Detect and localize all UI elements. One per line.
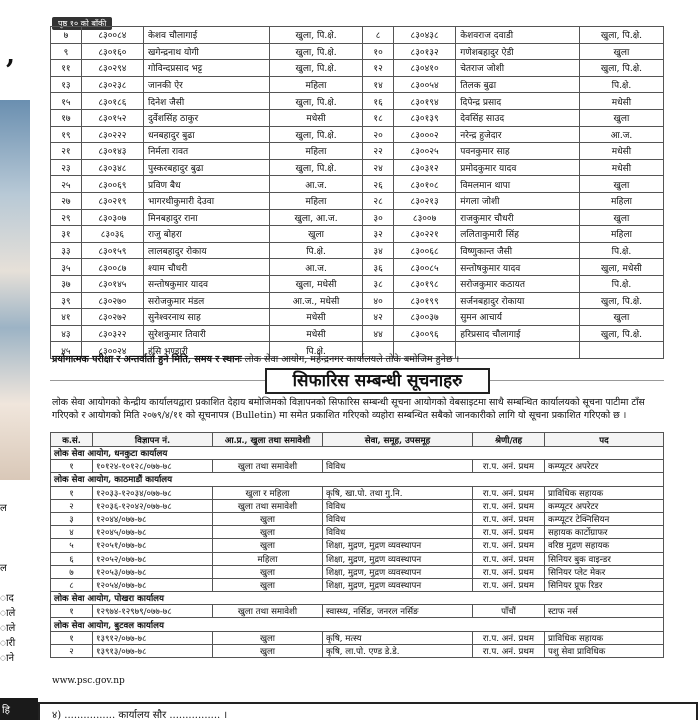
table-cell: आ.ज. [269, 176, 362, 193]
table-cell: ३८ [363, 275, 394, 292]
table-cell: ५ [51, 539, 93, 552]
table-cell: २ [51, 644, 93, 657]
table-cell: सन्तोषकुमार यादव [144, 275, 270, 292]
table-cell: १२०५२/०७७-७८ [93, 552, 213, 565]
table-cell: ८ [51, 578, 93, 591]
col-header: पद [545, 433, 664, 447]
table-cell: स्टाफ नर्स [545, 605, 664, 618]
table-cell: १६ [363, 93, 394, 110]
table-cell: मधेसी [579, 93, 663, 110]
table-cell: निर्मला रावत [144, 143, 270, 160]
table-cell: ११ [51, 60, 82, 77]
table-cell: स्वास्थ्य, नर्सिङ, जनरल नर्सिङ [323, 605, 473, 618]
table-cell: खुला तथा समावेशी [213, 605, 323, 618]
table-cell: ८३०१५२ [81, 109, 143, 126]
office-name: लोक सेवा आयोग, धनकुटा कार्यालय [51, 447, 664, 460]
table-cell: देवसिंह साउद [456, 109, 580, 126]
table-cell: तिलक बुढा [456, 76, 580, 93]
table-cell: ४३ [51, 325, 82, 342]
table-cell: विविध [323, 460, 473, 473]
table-row [51, 192, 664, 209]
table-cell: ३१ [51, 226, 82, 243]
table-cell: दुर्वेशसिंह ठाकुर [144, 109, 270, 126]
table-row [51, 126, 664, 143]
table-cell: ८३०२२१ [394, 226, 456, 243]
table-cell: खुला, पि.क्षे. [269, 93, 362, 110]
table-cell: १ [51, 631, 93, 644]
table-cell: १९ [51, 126, 82, 143]
table-cell: पि.क्षे. [579, 275, 663, 292]
col-header: क.सं. [51, 433, 93, 447]
side-dark-label: हि [0, 698, 38, 720]
table-cell: रा.प. अनं. प्रथम [473, 526, 545, 539]
table-cell: खगेन्द्रनाथ योगी [144, 43, 270, 60]
table-cell: ४५ [51, 342, 82, 359]
table-cell: खुला [269, 226, 362, 243]
table-cell: मधेसी [579, 159, 663, 176]
table-cell: शिक्षा, मुद्रण, मुद्रण व्यवस्थापन [323, 578, 473, 591]
table-row [51, 209, 664, 226]
col-header: आ.प्र., खुला तथा समावेशी [213, 433, 323, 447]
table-cell: ८३०१३९ [394, 109, 456, 126]
adjacent-page-strip [0, 0, 40, 720]
table-cell: सन्तोषकुमार यादव [456, 259, 580, 276]
table-cell: पि.क्षे. [269, 342, 362, 359]
section-title: सिफारिस सम्बन्धी सूचनाहरु [265, 368, 490, 394]
table-cell: शिक्षा, मुद्रण, मुद्रण व्यवस्थापन [323, 565, 473, 578]
table-cell: राजु बोहरा [144, 226, 270, 243]
table-cell: मधेसी [269, 325, 362, 342]
table-cell: ८३०२१३ [394, 192, 456, 209]
table-cell: ८३००९६ [394, 325, 456, 342]
table-cell: १२०४५/०७७-७८ [93, 526, 213, 539]
side-fragment: ाद [0, 593, 14, 604]
table-cell: २९ [51, 209, 82, 226]
recommendation-table [50, 432, 664, 658]
exam-note [52, 352, 459, 365]
table-cell: विविध [323, 526, 473, 539]
table-cell: शिक्षा, मुद्रण, मुद्रण व्यवस्थापन [323, 552, 473, 565]
table-cell: पि.क्षे. [269, 242, 362, 259]
next-notice-box: ४) ................ कार्यालय सौर ................ । [38, 702, 698, 720]
table-row [51, 539, 664, 552]
table-cell: सिनियर प्रूफ रिडर [545, 578, 664, 591]
table-cell: १२०५१/०७७-७८ [93, 539, 213, 552]
table-cell: खुला, मधेसी [269, 275, 362, 292]
table-cell: गोविन्दप्रसाद भट्ट [144, 60, 270, 77]
side-fragment: ाने [0, 653, 15, 664]
table-row [51, 292, 664, 309]
table-cell: ८३०३६ [81, 226, 143, 243]
table-cell: खुला, पि.क्षे. [269, 43, 362, 60]
table-cell: खुला [579, 209, 663, 226]
table-cell: खुला, पि.क्षे. [579, 325, 663, 342]
table-row [51, 578, 664, 591]
table-cell: ८३००८५ [394, 259, 456, 276]
table-cell: रा.प. अनं. प्रथम [473, 539, 545, 552]
office-row [51, 618, 664, 631]
table-cell: १३९१२/०७७-७८ [93, 631, 213, 644]
table-cell: ३६ [363, 259, 394, 276]
table-cell: ८३०१९९ [394, 292, 456, 309]
table-cell: ८३०१९४ [394, 93, 456, 110]
table-cell: ८३०१०८ [394, 176, 456, 193]
table-cell: खुला [213, 578, 323, 591]
table-cell: रा.प. अनं. प्रथम [473, 486, 545, 499]
table-cell: सुरेशकुमार तिवारी [144, 325, 270, 342]
table-row [51, 325, 664, 342]
table-cell: कृषि, ला.पो. एण्ड डे.डे. [323, 644, 473, 657]
table-cell: खुला, आ.ज. [269, 209, 362, 226]
table-cell: ८३००८७ [81, 259, 143, 276]
table-cell: ८३०३४८ [81, 159, 143, 176]
table-cell: आ.ज. [269, 259, 362, 276]
table-cell: ७ [51, 27, 82, 44]
table-cell: खुला, पि.क्षे. [269, 60, 362, 77]
table-cell: रा.प. अनं. प्रथम [473, 499, 545, 512]
table-cell: आ.ज. [579, 126, 663, 143]
table-cell: खुला, पि.क्षे. [579, 60, 663, 77]
table-cell: पशु सेवा प्राविधिक [545, 644, 664, 657]
table-cell: १३ [51, 76, 82, 93]
table-cell: ८३०२२२ [81, 126, 143, 143]
table-cell: ललिताकुमारी सिंह [456, 226, 580, 243]
office-row [51, 447, 664, 460]
table-cell: ४१ [51, 309, 82, 326]
table-cell: ८३०१९८ [394, 275, 456, 292]
table-cell: रा.प. अनं. प्रथम [473, 631, 545, 644]
table-cell: सरोजकुमार मंडल [144, 292, 270, 309]
table-cell: रा.प. अनं. प्रथम [473, 552, 545, 565]
table-cell: आ.ज., मधेसी [269, 292, 362, 309]
table-cell: ३५ [51, 259, 82, 276]
table-cell: खुला [213, 526, 323, 539]
table-cell: सुनेश्वरनाथ साह [144, 309, 270, 326]
candidate-table [50, 26, 664, 359]
table-cell: २० [363, 126, 394, 143]
table-row [51, 605, 664, 618]
office-name: लोक सेवा आयोग, बुटवल कार्यालय [51, 618, 664, 631]
table-row [51, 499, 664, 512]
table-cell: ३३ [51, 242, 82, 259]
table-cell: मधेसी [269, 109, 362, 126]
table-row [51, 27, 664, 44]
table-cell: राजकुमार चौधरी [456, 209, 580, 226]
table-cell: १२०३६-१२०४२/०७७-७८ [93, 499, 213, 512]
table-cell: पि.क्षे. [579, 242, 663, 259]
side-fragment: ाले [0, 623, 16, 634]
table-row [51, 512, 664, 525]
table-cell: कम्प्यूटर अपरेटर [545, 499, 664, 512]
office-name: लोक सेवा आयोग, पोखरा कार्यालय [51, 592, 664, 605]
table-cell: खुला, पि.क्षे. [579, 292, 663, 309]
table-cell: सहायक कार्टोग्राफर [545, 526, 664, 539]
table-cell: २ [51, 499, 93, 512]
table-cell: ३२ [363, 226, 394, 243]
table-cell: खुला [213, 644, 323, 657]
table-cell: ४० [363, 292, 394, 309]
table-row [51, 143, 664, 160]
table-cell: ८३०३१२ [394, 159, 456, 176]
table-row [51, 159, 664, 176]
table-cell: विष्णुकान्त जैसी [456, 242, 580, 259]
table-row [51, 76, 664, 93]
table-cell: धनबहादुर बुढा [144, 126, 270, 143]
exam-note-label: प्रयोगात्मक परीक्षा र अन्तर्वार्ता हुने मिति, समय र स्थानः [52, 354, 242, 365]
table-row [51, 526, 664, 539]
table-cell: ८३०१५९ [81, 242, 143, 259]
table-cell: केशव चौलागाई [144, 27, 270, 44]
table-cell: ८३०१६० [81, 43, 143, 60]
col-header: श्रेणी/तह [473, 433, 545, 447]
table-cell: ८३०४१० [394, 60, 456, 77]
table-cell: १७ [51, 109, 82, 126]
table-cell: मंगला जोशी [456, 192, 580, 209]
table-row [51, 93, 664, 110]
table-cell: ८३००२४ [81, 342, 143, 359]
table-cell: ८३०२१९ [81, 192, 143, 209]
table-cell: विविध [323, 499, 473, 512]
table-cell: ८३००५४ [394, 76, 456, 93]
table-cell: ७ [51, 565, 93, 578]
table-cell: खुला [579, 109, 663, 126]
table-cell: १२०५४/०७७-७८ [93, 578, 213, 591]
table-cell: वरिष्ठ मुद्रण सहायक [545, 539, 664, 552]
table-row [51, 109, 664, 126]
table-cell: ८३०२९४ [81, 60, 143, 77]
side-photo [0, 100, 30, 480]
table-row [51, 309, 664, 326]
table-cell: महिला [269, 192, 362, 209]
table-cell: खुला [579, 176, 663, 193]
table-cell: हरिप्रसाद चौलागाई [456, 325, 580, 342]
table-cell: पुस्करबहादुर बुढा [144, 159, 270, 176]
exam-note-text: लोक सेवा आयोग, महेन्द्रनगर कार्यालयले तोके बमोजिम हुनेछ । [241, 354, 460, 365]
table-cell: पवनकुमार साह [456, 143, 580, 160]
table-row [51, 460, 664, 473]
table-cell: १५ [51, 93, 82, 110]
table-row [51, 60, 664, 77]
table-cell: भागरथीकुमारी देउवा [144, 192, 270, 209]
table-cell: ३७ [51, 275, 82, 292]
table-cell: १४ [363, 76, 394, 93]
table-cell: रा.प. अनं. प्रथम [473, 460, 545, 473]
office-row [51, 592, 664, 605]
table-cell: १ [51, 460, 93, 473]
table-cell: ४४ [363, 325, 394, 342]
table-cell: चेतराज जोशी [456, 60, 580, 77]
table-cell: प्रमोदकुमार यादव [456, 159, 580, 176]
table-row [51, 226, 664, 243]
table-cell: कम्प्यूटर अपरेटर [545, 460, 664, 473]
table-cell: सरोजकुमार कठायत [456, 275, 580, 292]
table-cell: १ [51, 486, 93, 499]
table-row [51, 43, 664, 60]
table-cell: ८३०३२२ [81, 325, 143, 342]
table-cell: ८३०१४३ [81, 143, 143, 160]
table-header-row [51, 433, 664, 447]
table-row [51, 644, 664, 657]
table-cell: ८३०००२ [394, 126, 456, 143]
table-cell: खुला तथा समावेशी [213, 499, 323, 512]
intro-paragraph: लोक सेवा आयोगको केन्द्रीय कार्यालयद्वारा प्रकाशित देहाय बमोजिमको विज्ञापनको सिफारिस सम्बन्धी सूचना आयोगको वेबसाइटमा साथै सम्बन्धित कार्यालयको सूचना पाटीमा टाँस गरिएको र आयोगको मिति २०७९/४/११ को सूचनापत्र (Bulletin) मा समेत प्रकाशित गरिएको व्यहोरा सम्बन्धित सबैको जानकारीको लागि यो सूचना प्रकाशित गरिएको छ । [52, 397, 645, 421]
page-continuation-tag: पृष्ठ १० को बाँकी [52, 17, 112, 30]
office-row [51, 473, 664, 486]
table-cell: विविध [323, 512, 473, 525]
table-cell: महिला [579, 192, 663, 209]
table-cell: खुला, पि.क्षे. [269, 159, 362, 176]
table-row [51, 176, 664, 193]
table-row [51, 486, 664, 499]
table-cell: खुला [579, 43, 663, 60]
table-row [51, 259, 664, 276]
table-cell: रा.प. अनं. प्रथम [473, 644, 545, 657]
table-cell: खुला, पि.क्षे. [269, 126, 362, 143]
table-cell: ८३०४३८ [394, 27, 456, 44]
table-cell: २३ [51, 159, 82, 176]
table-cell: कृषि, खा.पो. तथा गु.नि. [323, 486, 473, 499]
table-cell: दिपेन्द्र प्रसाद [456, 93, 580, 110]
table-cell [579, 342, 663, 359]
table-cell: मिनबहादुर राना [144, 209, 270, 226]
table-cell: ८३०३०७ [81, 209, 143, 226]
table-cell: ६ [51, 552, 93, 565]
table-cell: खुला, मधेसी [579, 259, 663, 276]
table-cell: खुला तथा समावेशी [213, 460, 323, 473]
table-cell: २४ [363, 159, 394, 176]
table-cell: खुला, पि.क्षे. [269, 27, 362, 44]
table-cell: सिनियर प्लेट मेकर [545, 565, 664, 578]
table-cell: १० [363, 43, 394, 60]
table-cell: ४२ [363, 309, 394, 326]
table-cell: ३९ [51, 292, 82, 309]
side-comma: , [6, 40, 16, 70]
table-cell: २६ [363, 176, 394, 193]
table-cell: नरेन्द्र हुजेदार [456, 126, 580, 143]
table-cell: २८ [363, 192, 394, 209]
table-cell: सिनियर बुक वाइन्डर [545, 552, 664, 565]
table-cell: ८३०२७० [81, 292, 143, 309]
table-cell: खुला [213, 539, 323, 552]
table-cell: प्राविधिक सहायक [545, 631, 664, 644]
table-cell: २५ [51, 176, 82, 193]
table-cell: प्रविण बैध [144, 176, 270, 193]
table-cell: ८३००२५ [394, 143, 456, 160]
table-row [51, 242, 664, 259]
table-cell: २२ [363, 143, 394, 160]
table-cell: महिला [269, 76, 362, 93]
table-cell: खुला, पि.क्षे. [579, 27, 663, 44]
table-cell: १२९७४-१२९७९/०७७-७८ [93, 605, 213, 618]
table-cell: प्राविधिक सहायक [545, 486, 664, 499]
table-cell: रा.प. अनं. प्रथम [473, 565, 545, 578]
table-cell: ४ [51, 526, 93, 539]
table-cell: कृषि, मत्स्य [323, 631, 473, 644]
table-cell: ३४ [363, 242, 394, 259]
table-cell: ८३०१४५ [81, 275, 143, 292]
table-cell [456, 342, 580, 359]
table-cell: १ [51, 605, 93, 618]
table-cell: १३९१३/०७७-७८ [93, 644, 213, 657]
table-row [51, 552, 664, 565]
table-cell: रा.प. अनं. प्रथम [473, 578, 545, 591]
table-cell: सर्जनबहादुर रोकाया [456, 292, 580, 309]
table-cell: खुला [579, 309, 663, 326]
table-cell: १२ [363, 60, 394, 77]
table-cell: ८३०१८६ [81, 93, 143, 110]
table-cell: ८३०२७२ [81, 309, 143, 326]
table-cell: ८३००३७ [394, 309, 456, 326]
table-cell: महिला [579, 226, 663, 243]
table-row [51, 275, 664, 292]
table-cell: खुला [213, 565, 323, 578]
table-cell: ८३०१३२ [394, 43, 456, 60]
table-cell: कम्प्यूटर टेक्निसियन [545, 512, 664, 525]
table-cell: जानकी ऐर [144, 76, 270, 93]
col-header: विज्ञापन नं. [93, 433, 213, 447]
table-cell: महिला [269, 143, 362, 160]
table-cell: श्याम चौधरी [144, 259, 270, 276]
table-cell: ३ [51, 512, 93, 525]
side-fragment: ल [0, 563, 7, 574]
table-cell: १८ [363, 109, 394, 126]
table-cell: महिला [213, 552, 323, 565]
table-cell: २१ [51, 143, 82, 160]
table-cell: ८३००७ [394, 209, 456, 226]
table-cell: शिक्षा, मुद्रण, मुद्रण व्यवस्थापन [323, 539, 473, 552]
table-cell: पाँचौं [473, 605, 545, 618]
table-cell: सुमन आचार्य [456, 309, 580, 326]
table-cell: हंसि भण्डारी [144, 342, 270, 359]
table-cell: विमलमान थापा [456, 176, 580, 193]
office-name: लोक सेवा आयोग, काठमाडौं कार्यालय [51, 473, 664, 486]
table-cell: ३० [363, 209, 394, 226]
table-cell: रा.प. अनं. प्रथम [473, 512, 545, 525]
table-cell: खुला [213, 512, 323, 525]
table-cell: लालबहादुर रोकाय [144, 242, 270, 259]
table-cell: खुला र महिला [213, 486, 323, 499]
side-fragment: ारी [0, 638, 16, 649]
table-cell: ८३००६८ [394, 242, 456, 259]
table-row [51, 631, 664, 644]
table-cell: १२०३३-१२०३४/०७७-७८ [93, 486, 213, 499]
table-cell: ८३००८४ [81, 27, 143, 44]
table-cell: ८ [363, 27, 394, 44]
table-cell: ९ [51, 43, 82, 60]
table-cell: १२०४४/०७७-७८ [93, 512, 213, 525]
table-cell: ८३००६९ [81, 176, 143, 193]
table-cell: खुला [213, 631, 323, 644]
side-fragment: ल [0, 503, 7, 514]
table-cell: १०१२४-१०१२८/०७७-७८ [93, 460, 213, 473]
table-cell: मधेसी [269, 309, 362, 326]
side-fragment: ाले [0, 608, 16, 619]
col-header: सेवा, समूह, उपसमूह [323, 433, 473, 447]
table-cell: दिनेश जैसी [144, 93, 270, 110]
table-cell: २७ [51, 192, 82, 209]
table-cell: मधेसी [579, 143, 663, 160]
table-cell: केशवराज दवाडी [456, 27, 580, 44]
table-cell: पि.क्षे. [579, 76, 663, 93]
table-cell: १२०५३/०७७-७८ [93, 565, 213, 578]
table-row [51, 565, 664, 578]
table-cell: ८३०२३८ [81, 76, 143, 93]
website-url[interactable]: www.psc.gov.np [52, 676, 125, 686]
table-cell: गणेशबहादुर ऐडी [456, 43, 580, 60]
